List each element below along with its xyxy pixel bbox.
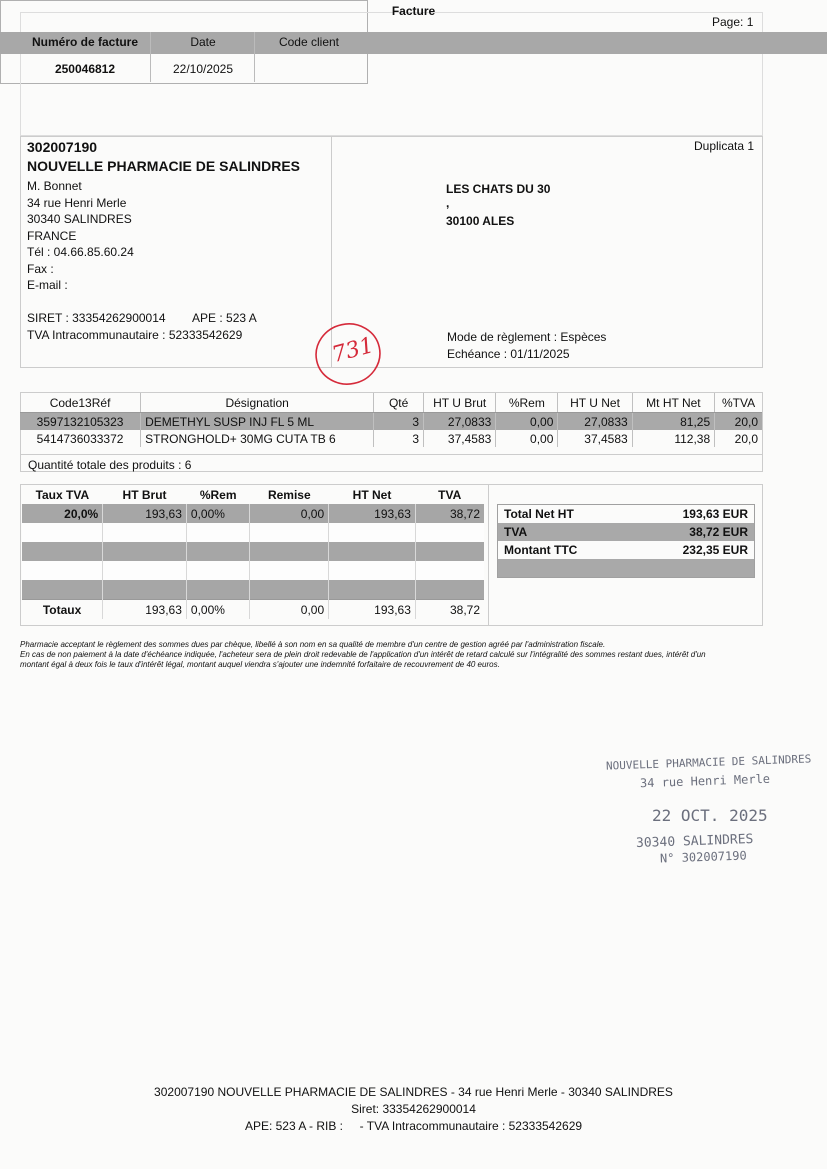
empty-cell [329, 580, 416, 600]
duplicata-label: Duplicata 1 [694, 139, 755, 153]
col-code: Code13Réf [20, 393, 141, 413]
totals-summary [497, 504, 755, 578]
cell-ht-u-net: 37,4583 [558, 430, 632, 447]
invoice-date-label: Date [190, 35, 216, 49]
empty-cell [250, 580, 329, 600]
empty-cell [250, 523, 329, 542]
total-net-value: 193,63 EUR [682, 507, 748, 521]
cell-ht-u-brut: 37,4583 [424, 430, 496, 447]
col-tva: %TVA [715, 393, 762, 413]
payment-due: Echéance : 01/11/2025 [447, 347, 570, 361]
empty-cell [329, 523, 416, 542]
empty-cell [103, 580, 187, 600]
stamp-city: 30340 SALINDRES [635, 831, 754, 852]
cell-mt-ht-net: 81,25 [632, 413, 714, 431]
tva-cell-tva: 38,72 [415, 504, 484, 523]
total-ttc-value: 232,35 EUR [682, 543, 748, 557]
stamp-name: NOUVELLE PHARMACIE DE SALINDRES [605, 752, 812, 773]
tva-col-ht-brut: HT Brut [122, 488, 167, 502]
cell-tva: 20,0 [734, 431, 758, 446]
tva-cell-ht-net: 193,63 [329, 504, 416, 523]
empty-cell [103, 542, 187, 561]
client-city: 30100 ALES [446, 214, 515, 228]
cell-code: 5414736033372 [20, 430, 141, 447]
seller-id: 302007190 [27, 139, 98, 155]
legal-line-1: Pharmacie acceptant le règlement des sommes dues par chèque, libellé à son nom en sa qualité de membre d'un centre de gestion agréé par l'administration fiscale. [20, 640, 606, 649]
seller-street: 34 rue Henri Merle [27, 196, 127, 210]
seller-contact: M. Bonnet [27, 179, 82, 193]
empty-cell [250, 542, 329, 561]
stamp-number: N° 302007190 [659, 848, 747, 866]
cell-rem: 0,00 [496, 413, 558, 431]
empty-cell [415, 542, 484, 561]
cell-qty: 3 [374, 413, 424, 431]
empty-cell [186, 561, 250, 580]
seller-siret: SIRET : 33354262900014 [27, 311, 166, 325]
empty-cell [186, 542, 250, 561]
col-ht-u-brut: HT U Brut [424, 393, 496, 413]
total-qty: Quantité totale des produits : 6 [28, 458, 192, 472]
cell-mt-ht-net: 112,38 [632, 430, 714, 447]
total-tva-row [498, 523, 755, 541]
empty-cell [415, 523, 484, 542]
footer-line-2: Siret: 33354262900014 [351, 1102, 476, 1116]
cell-designation: DEMETHYL SUSP INJ FL 5 ML [141, 413, 374, 431]
col-qty: Qté [374, 393, 424, 413]
col-designation: Désignation [141, 393, 374, 413]
empty-cell [22, 580, 103, 600]
empty-cell [415, 561, 484, 580]
seller-tva-intra: TVA Intracommunautaire : 52333542629 [27, 328, 243, 342]
total-ttc-row [498, 541, 755, 559]
legal-line-3: montant égal à deux fois le taux d'intérêt légal, montant auquel viendra s'ajouter une indemnité forfaitaire de recouvrement de 40 euros. [20, 660, 500, 669]
empty-cell [329, 561, 416, 580]
tva-total-rem: 0,00% [186, 600, 250, 620]
empty-cell [186, 523, 250, 542]
tva-cell-rem: 0,00% [186, 504, 250, 523]
table-row [22, 504, 484, 523]
invoice-number-label: Numéro de facture [31, 35, 139, 49]
cell-qty: 3 [374, 430, 424, 447]
seller-ape: APE : 523 A [192, 311, 257, 325]
products-separator [20, 454, 763, 455]
tva-col-taux: Taux TVA [35, 488, 90, 502]
tva-total-ht-brut: 193,63 [103, 600, 187, 620]
payment-mode: Mode de règlement : Espèces [447, 330, 607, 344]
total-tva-label: TVA [498, 523, 633, 541]
col-mt-ht-net: Mt HT Net [632, 393, 714, 413]
col-ht-u-net: HT U Net [558, 393, 632, 413]
tva-table [22, 486, 484, 619]
total-empty-row [498, 559, 755, 578]
empty-cell [250, 561, 329, 580]
empty-cell [498, 559, 633, 578]
seller-fax: Fax : [27, 262, 54, 276]
seller-city: 30340 SALINDRES [27, 212, 132, 226]
products-table [20, 393, 762, 447]
cell-ht-u-net: 27,0833 [558, 413, 632, 431]
tva-col-rem: %Rem [199, 488, 237, 502]
cell-designation: STRONGHOLD+ 30MG CUTA TB 6 [141, 430, 374, 447]
cell-ht-u-brut: 27,0833 [424, 413, 496, 431]
invoice-divider [254, 32, 255, 82]
stamp-date: 22 OCT. 2025 [652, 806, 768, 825]
tva-header-row [22, 486, 484, 504]
invoice-header-row [0, 32, 827, 54]
footer-line-1: 302007190 NOUVELLE PHARMACIE DE SALINDRES - 34 rue Henri Merle - 30340 SALINDRES [154, 1085, 673, 1099]
tva-cell-taux: 20,0% [22, 504, 103, 523]
total-net-label: Total Net HT [504, 507, 574, 521]
tva-summary-divider [488, 484, 489, 626]
empty-cell [103, 561, 187, 580]
cell-tva: 20,0 [715, 413, 762, 431]
page-number: Page: 1 [712, 15, 754, 29]
client-name: LES CHATS DU 30 [446, 182, 551, 196]
handwritten-note: 731 [329, 332, 377, 369]
invoice-divider [150, 32, 151, 82]
invoice-number: 250046812 [54, 62, 116, 76]
empty-cell [415, 580, 484, 600]
tva-totals-label: Totaux [22, 600, 103, 620]
empty-cell [186, 580, 250, 600]
empty-cell [22, 523, 103, 542]
tva-total-ht-net: 193,63 [329, 600, 416, 620]
client-line2: , [446, 196, 450, 210]
table-row [22, 523, 484, 542]
tva-col-remise: Remise [267, 488, 311, 502]
table-row [20, 430, 762, 447]
total-ttc-label: Montant TTC [504, 543, 578, 557]
total-net-row [498, 505, 755, 524]
invoice-date: 22/10/2025 [172, 62, 234, 76]
tva-cell-ht-brut: 193,63 [103, 504, 187, 523]
seller-tel: Tél : 04.66.85.60.24 [27, 245, 134, 259]
col-rem: %Rem [496, 393, 558, 413]
table-row [22, 542, 484, 561]
stamp-street: 34 rue Henri Merle [639, 771, 771, 791]
table-row [22, 580, 484, 600]
tva-total-remise: 0,00 [250, 600, 329, 620]
empty-cell [632, 559, 754, 578]
products-header-row [20, 393, 762, 413]
cell-rem: 0,00 [496, 430, 558, 447]
seller-country: FRANCE [27, 229, 77, 243]
tva-col-ht-net: HT Net [352, 488, 392, 502]
cell-code: 3597132105323 [20, 413, 141, 431]
empty-cell [103, 523, 187, 542]
seller-email: E-mail : [27, 278, 68, 292]
table-row [20, 413, 762, 431]
invoice-client-code-label: Code client [278, 35, 340, 49]
footer-line-3: APE: 523 A - RIB : - TVA Intracommunautaire : 52333542629 [244, 1119, 583, 1133]
tva-totals-row [22, 600, 484, 620]
tva-cell-remise: 0,00 [250, 504, 329, 523]
seller-name: NOUVELLE PHARMACIE DE SALINDRES [27, 158, 301, 174]
legal-line-2: En cas de non paiement à la date d'échéance indiquée, l'acheteur sera de plein droit redevable de l'application d'un intérêt de retard calculé sur l'intégralité des sommes restant dues, intérêt d'un [20, 650, 706, 659]
empty-cell [22, 561, 103, 580]
tva-col-tva: TVA [438, 488, 462, 502]
tva-total-tva: 38,72 [415, 600, 484, 620]
table-row [22, 561, 484, 580]
invoice-title: Facture [391, 4, 436, 18]
empty-cell [329, 542, 416, 561]
empty-cell [22, 542, 103, 561]
total-tva-value: 38,72 EUR [632, 523, 754, 541]
